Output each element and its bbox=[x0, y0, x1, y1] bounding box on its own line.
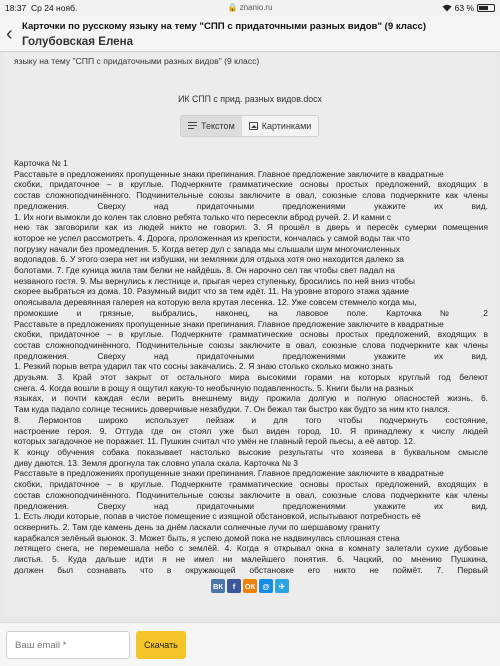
status-date: Ср 24 нояб. bbox=[31, 3, 78, 13]
document-line: предложения. Сверху над придаточными предложениями укажите их вид. bbox=[14, 350, 488, 361]
vk-share-button[interactable] bbox=[211, 579, 225, 593]
document-line: состав сложноподчинённого. Подчинительные союзы заключите в овал, союзные слова подчеркните как члены bbox=[14, 339, 488, 350]
document-line: листья. 5. Куда дальше идти я не имел ни малейшего понятия. 6. Чацкий, по мнению Пушкина, bbox=[14, 554, 488, 565]
document-subheading: языку на тему "СПП с придаточными разных видов" (9 класс) bbox=[14, 56, 260, 66]
document-line: болотами. 7. Где куница жила там белки не найдёшь. 8. Он нарочно сел так чтобы свет падал на bbox=[14, 265, 395, 276]
document-line: Расставьте в предложениях пропущенные знаки препинания. Главное предложение заключите в квадратные bbox=[14, 168, 444, 179]
document-line: настроение героя. 9. Оттуда где он стоял уже был виден город. 10. Я принадлежу к числу людей bbox=[14, 425, 488, 436]
page-title: Карточки по русскому языку на тему "СПП с придаточными разных видов" (9 класс) bbox=[22, 21, 427, 32]
tab-image-view-label: Картинками bbox=[261, 121, 312, 131]
document-line: снега. 4. Когда вошли в рощу я ощутил какую-то необычную подавленность. 5. Книги были на разных bbox=[14, 382, 414, 393]
battery-fill bbox=[479, 6, 488, 10]
social-share-bar bbox=[0, 579, 500, 596]
view-mode-switch bbox=[180, 115, 319, 137]
document-text bbox=[14, 158, 488, 575]
author-name[interactable]: Голубовская Елена bbox=[22, 35, 134, 48]
document-line: 1. Их ноги вымокли до колен так словно ребята только что пересекли вброд ручей. 2. И камни с bbox=[14, 211, 392, 222]
document-line: водопадов. 6. У этого озера нет ни избушки, ни землянки для отдыха хотя оно находится далеко за bbox=[14, 254, 404, 265]
document-line: карабкался зелёный вьюнок. 3. Может быть, я успею домой пока не надвинулась сплошная стена bbox=[14, 532, 400, 543]
status-bar bbox=[0, 0, 500, 16]
status-time: 18:37 bbox=[5, 3, 27, 13]
text-lines-icon bbox=[188, 122, 197, 130]
document-line: летящего снега, не перемешала небо с землёй. 4. Когда я открывал окна в комнату залетали сухие дубовые bbox=[14, 543, 488, 554]
document-viewer[interactable] bbox=[4, 52, 496, 616]
facebook-share-button[interactable] bbox=[227, 579, 241, 593]
document-line: предложения. Сверху над придаточными предложениями укажите их вид. bbox=[14, 200, 488, 211]
telegram-share-button[interactable] bbox=[275, 579, 289, 593]
status-url-text: znanio.ru bbox=[239, 3, 273, 12]
mail-share-button[interactable] bbox=[259, 579, 273, 593]
document-line: опоясывала деревянная галерея на которую вела крутая лесенка. 12. Уже совсем стемнело когда мы, bbox=[14, 297, 417, 308]
document-line: скобки, придаточное – в круглые. Подчеркните грамматические основы простых предложений, входящих в bbox=[14, 329, 488, 340]
document-line: К концу обучения собака показывает настолько высокие результаты что хозяева в буквальном смысле bbox=[14, 446, 488, 457]
document-line: 1. Есть люди которые, попав в чистое помещение с изящной обстановкой, испытывают потребность её bbox=[14, 511, 421, 522]
odnoklassniki-icon: ОК bbox=[244, 581, 256, 591]
document-line: языках, и почти каждая если верить внешнему виду прожила долгую и полную опасностей жизнь. 6. bbox=[14, 393, 488, 404]
document-line: осквернить. 2. Там где камень день за днём ласкали солнечные лучи по шершавому граниту bbox=[14, 521, 380, 532]
document-line: 8. Лермонтов широко использует пейзаж и для того чтобы подчеркнуть состояние, bbox=[14, 414, 488, 425]
card-title: Карточка № 1 bbox=[14, 158, 68, 168]
document-line: незваного гостя. 9. Мы вернулись к лестнице и, прыгая через ступеньку, бросились по ней вниз чтобы bbox=[14, 275, 415, 286]
facebook-icon: f bbox=[232, 581, 236, 591]
document-line: промокшие и грязные, выбрались, наконец, на лавовое поле. Карточка № 2 bbox=[14, 307, 488, 318]
download-footer bbox=[0, 622, 500, 666]
back-chevron-icon[interactable]: ‹ bbox=[6, 23, 13, 45]
status-indicators bbox=[442, 3, 495, 13]
wifi-icon bbox=[442, 4, 452, 12]
tab-text-view-label: Текстом bbox=[201, 121, 235, 131]
email-input[interactable] bbox=[6, 631, 130, 659]
vk-icon: ВК bbox=[213, 581, 223, 591]
document-line: Там куда падало солнце тесниись доверчивые незабудки. 7. Он бежал так быстро как будто за ним кто гнался. bbox=[14, 404, 450, 415]
document-line: диву даются. 13. Земля дрогнула так словно упала скала. Карточка № 3 bbox=[14, 457, 298, 468]
document-line: Расставьте в предложениях пропущенные знаки препинания. Главное предложение заключите в квадратные bbox=[14, 468, 444, 479]
document-line: скобки, придаточное – в круглые. Подчеркните грамматические основы простых предложений, входящих в bbox=[14, 479, 488, 490]
document-file-name: ИК СПП с прид. разных видов.docx bbox=[178, 94, 322, 104]
document-line: 1. Резкий порыв ветра ударил так что сосны закачались. 2. Я знаю столько сколько можно знать bbox=[14, 361, 393, 372]
odnoklassniki-share-button[interactable] bbox=[243, 579, 257, 593]
battery-percent: 63 % bbox=[454, 3, 474, 13]
status-url[interactable]: 🔒 znanio.ru bbox=[227, 3, 273, 12]
tab-image-view[interactable] bbox=[242, 116, 319, 136]
download-button[interactable]: Скачать bbox=[136, 631, 186, 659]
document-line: которое не успел рассмотреть. 4. Дорога, проложенная из крепости, кончалась у самой воды так что bbox=[14, 232, 410, 243]
document-line: которых загадочное не поражает. 11. Пушкин считал что умён не главный герой пьесы, а её автор. 12. bbox=[14, 436, 416, 447]
document-line: нею так заговорили как из людей никто не говорил. 3. Я прошёл в дверь и пересёк сумерки помещения bbox=[14, 222, 488, 233]
mail-icon: @ bbox=[262, 581, 270, 591]
page-header bbox=[0, 16, 500, 52]
document-line: скобки, придаточное – в круглые. Подчеркните грамматические основы простых предложений, входящих в bbox=[14, 179, 488, 190]
document-line: состав сложноподчинённого. Подчинительные союзы заключите в овал, союзные слова подчеркните как члены bbox=[14, 190, 488, 201]
telegram-icon: ✈ bbox=[278, 581, 286, 591]
document-line: Расставьте в предложениях пропущенные знаки препинания. Главное предложение заключите в квадратные bbox=[14, 318, 444, 329]
image-icon bbox=[249, 122, 258, 130]
document-line: погрузку начали без промедления. 5. Когда ветер дул с запада мы слышали шум многочисленных bbox=[14, 243, 401, 254]
document-line: скорее выбраться из дома. 10. Разумный видит что за тем идёт. 11. На уровне второго этажа здание bbox=[14, 286, 409, 297]
document-line: должен был сознавать что в окружающей обстановке его никто не поймёт. 7. Первый bbox=[14, 564, 488, 575]
document-line: друзьям. 3. Край этот закрыт от остального мира высокими горами на которых круглый год белеют bbox=[14, 372, 488, 383]
battery-icon bbox=[477, 4, 495, 12]
document-line: предложения. Сверху над придаточными предложениями укажите их вид. bbox=[14, 500, 488, 511]
document-line: состав сложноподчинённого. Подчинительные союзы заключите в овал, союзные слова подчеркните как члены bbox=[14, 489, 488, 500]
tab-text-view[interactable] bbox=[181, 116, 242, 136]
